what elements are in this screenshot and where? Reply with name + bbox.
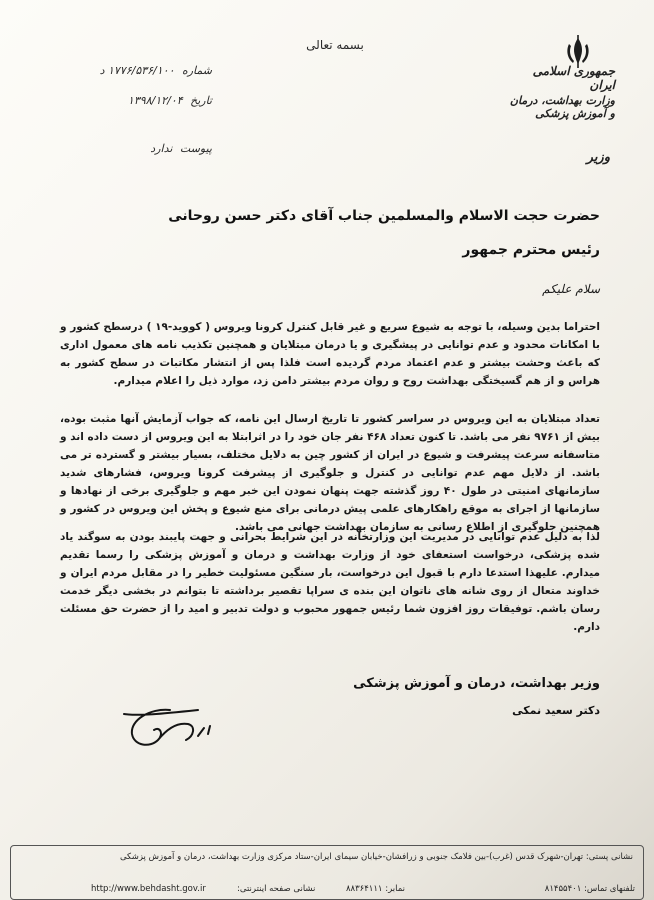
- fax-number: نمابر: ۸۸۳۶۴۱۱۱: [345, 884, 405, 894]
- recipient-title: رئیس محترم جمهور: [462, 242, 600, 258]
- ministry-country: جمهوری اسلامی ایران: [532, 64, 615, 92]
- minister-label: وزیر: [586, 150, 610, 165]
- phone-number: تلفنهای تماس: ۸۱۴۵۵۴۰۱: [544, 884, 635, 894]
- signatory-name: دکتر سعید نمکی: [512, 704, 600, 717]
- bismillah-heading: بسمه تعالی: [306, 38, 364, 52]
- letter-number-value: ۱۷۷۶/۵۳۶/۱۰۰ د: [99, 64, 175, 77]
- website-label: نشانی صفحه اینترنتی:: [237, 884, 316, 894]
- salutation: سلام علیکم: [542, 282, 600, 296]
- letter-date-value: ۱۳۹۸/۱۲/۰۴: [127, 94, 183, 107]
- ministry-header: [505, 64, 615, 120]
- body-paragraph-3: لذا به دلیل عدم توانایی در مدیریت این وزارتخانه در این شرایط بحرانی و جهت پایبند بودن به سوگند یاد شده پزشکی، درخواست استعفای خود از وزارت بهداشت و درمان و آموزش پزشکی را رسما تقدیم میدارم. علیهذا استدعا دارم با قبول این درخواست، بار سنگین مسئولیت خطیر را در مقابل مردم ایران و خداوند متعال از روی شانه های ناتوان این بنده ی سراپا تقصیر برداشته تا بتوانم در بخشی دیگر خدمت رسان باشم. توفیقات روز افزون شما رئیس جمهور محبوب و دولت تدبیر و امید را از حضرت حق مسئلت دارم.: [60, 531, 600, 633]
- letter-attachment-label: پیوست: [179, 142, 212, 155]
- letter-date-label: تاریخ: [190, 94, 212, 107]
- body-paragraph-1: احتراما بدین وسیله، با توجه به شیوع سریع و غیر قابل کنترل کرونا ویروس ( کووید-۱۹ ) درسطح کشور و با امکانات محدود و عدم توانایی در پیشگیری و یا درمان مبتلایان و همچنین تکذیب نامه های معمول اداری که باعث وحشت بیشتر و عدم اعتماد مردم گردیده است فلذا پس از انتشار مکاتبات در سطح کشور به هراس و از هم گسیختگی بهداشت روح و روان مردم بیشتر دامن زد، موارد ذیل را اعلام میدارم.: [60, 321, 600, 387]
- website-link[interactable]: http://www.behdasht.gov.ir: [91, 884, 206, 894]
- letter-number: [62, 64, 212, 77]
- recipient-name: حضرت حجت الاسلام والمسلمین جناب آقای دکتر حسن روحانی: [168, 208, 600, 224]
- ministry-name: وزارت بهداشت، درمان و آموزش پزشکی: [509, 94, 615, 120]
- letter-attachment-value: ندارد: [150, 142, 173, 155]
- footer-contact-row: [11, 884, 645, 900]
- body-paragraph-2: تعداد مبتلایان به این ویروس در سراسر کشور تا تاریخ ارسال این نامه، که جواب آزمایش آنها مثبت بوده، بیش از ۹۷۶۱ نفر می باشد. تا کنون تعداد ۴۶۸ نفر جان خود را در اثرابتلا به این ویروس از دست داده اند و متاسفانه سرعت پیشرفت و شیوع در ایران از کشور چین به دلایل مختلف، بسیار بیشتر و گسترده تر می باشد. از دلایل مهم عدم توانایی در کنترل و جلوگیری از پیشرفت کرونا ویروس، فشارهای شدید سازمانهای امنیتی در طول ۴۰ روز گذشته جهت پنهان نمودن این خبر مهم و جلوگیری برخی از نهادها و سازمانها از اجرای به موقع راهکارهای علمی پیش درمانی برای منع شیوع و پخش این ویروس در کشور و همچنین جلوگیری از اطلاع رسانی به سازمان بهداشت جهانی می باشد.: [60, 413, 601, 533]
- postal-address: نشانی پستی: تهران-شهرک قدس (غرب)-بین فلامک جنوبی و زرافشان-خیابان سیمای ایران-ستاد مرکزی وزارت بهداشت، درمان و آموزش پزشکی: [119, 852, 633, 862]
- signatory-title: وزیر بهداشت، درمان و آموزش پزشکی: [353, 676, 600, 691]
- letter-date: [62, 94, 212, 107]
- letter-attachment: [62, 142, 212, 155]
- letter-number-label: شماره: [181, 64, 212, 77]
- letterhead-footer: [10, 845, 644, 900]
- handwritten-signature: [110, 700, 220, 755]
